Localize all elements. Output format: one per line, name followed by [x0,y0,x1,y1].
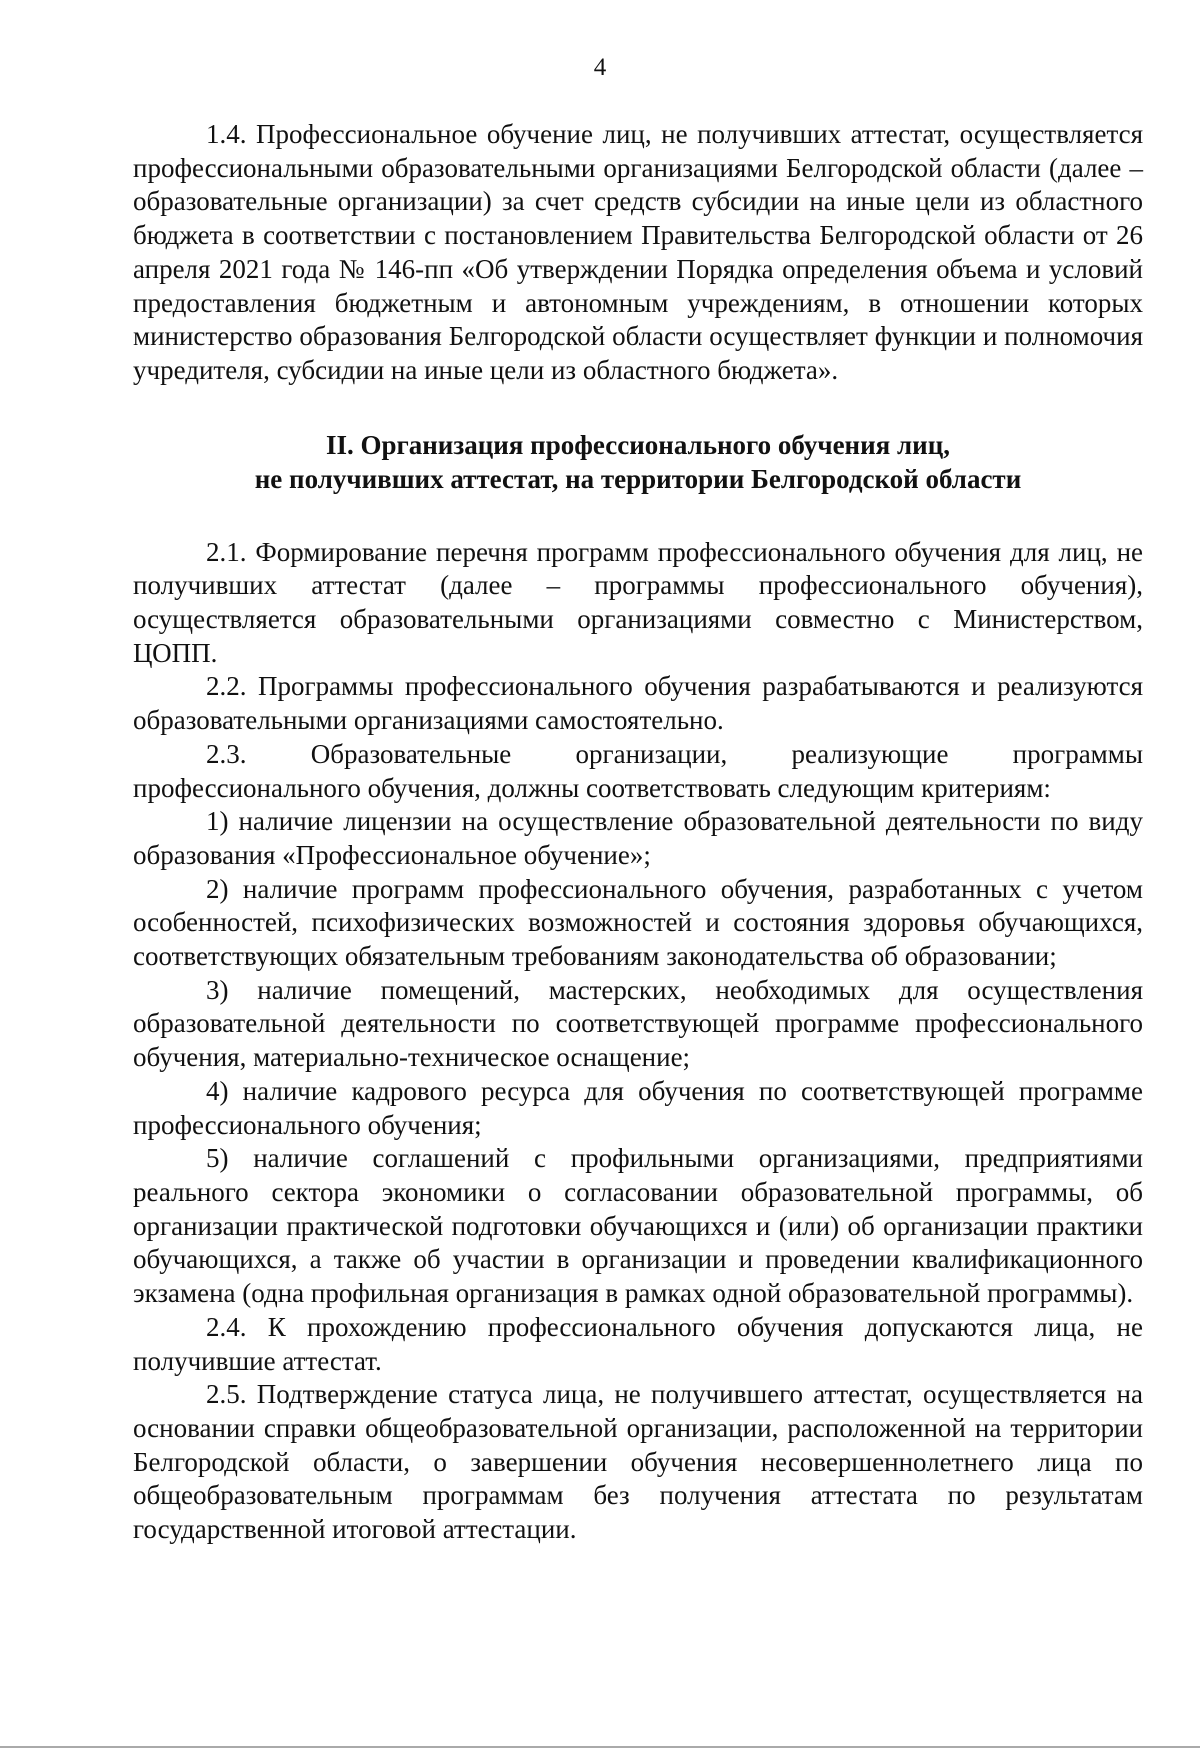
document-body [133,118,1143,1547]
section-heading [133,428,1143,496]
paragraph-2-2: 2.2. Программы профессионального обучения разрабатываются и реализуются образовательными организациями самостоятельно. [133,671,1143,736]
paragraph-2-5: 2.5. Подтверждение статуса лица, не получившего аттестат, осуществляется на основании справки общеобразовательной организации, расположенной на территории Белгородской области, о завершении обучения несовершеннолетнего лица по общеобразовательным программам без получения аттестата по результатам государственной итоговой аттестации. [133,1379,1143,1545]
criterion-4: 4) наличие кадрового ресурса для обучения по соответствующей программе профессионального обучения; [133,1075,1143,1140]
criterion-1: 1) наличие лицензии на осуществление образовательной деятельности по виду образования «Профессиональное обучение»; [133,806,1143,870]
paragraph-2-3: 2.3. Образовательные организации, реализующие программы профессионального обучения, должны соответствовать следующим критериям: [133,738,1143,803]
paragraph-2-1: 2.1. Формирование перечня программ профессионального обучения для лиц, не получивших аттестат (далее – программы профессионального обучения), осуществляется образовательными организациями совместно с Министерством, ЦОПП. [133,536,1143,668]
page-number: 4 [593,54,607,81]
criterion-2: 2) наличие программ профессионального обучения, разработанных с учетом особенностей, психофизических возможностей и состояния здоровья обучающихся, соответствующих обязательным требованиям законодательства об образовании; [133,873,1143,972]
paragraph-2-4: 2.4. К прохождению профессионального обучения допускаются лица, не получившие аттестат. [133,1311,1143,1376]
paragraph-1-4: 1.4. Профессиональное обучение лиц, не получивших аттестат, осуществляется профессиональными образовательными организациями Белгородской области (далее – образовательные организации) за счет средств субсидии на иные цели из областного бюджета в соответствии с постановлением Правительства Белгородской области от 26 апреля 2021 года № 146-пп «Об утверждении Порядка определения объема и условий предоставления бюджетным и автономным учреждениям, в отношении которых министерство образования Белгородской области осуществляет функции и полномочия учредителя, субсидии на иные цели из областного бюджета». [133,119,1143,385]
criterion-5: 5) наличие соглашений с профильными организациями, предприятиями реального сектора экономики о согласовании образовательной программы, об организации практической подготовки обучающихся и (или) об организации практики обучающихся, а также об участии в организации и проведении квалификационного экзамена (одна профильная организация в рамках одной образовательной программы). [133,1143,1143,1309]
scan-edge-line [0,1746,1200,1748]
section-heading-line-1: II. Организация профессионального обучения лиц, [325,429,951,460]
criterion-3: 3) наличие помещений, мастерских, необходимых для осуществления образовательной деятельности по соответствующей программе профессионального обучения, материально-техническое оснащение; [133,974,1143,1073]
section-heading-line-2: не получивших аттестат, на территории Белгородской области [254,463,1022,494]
